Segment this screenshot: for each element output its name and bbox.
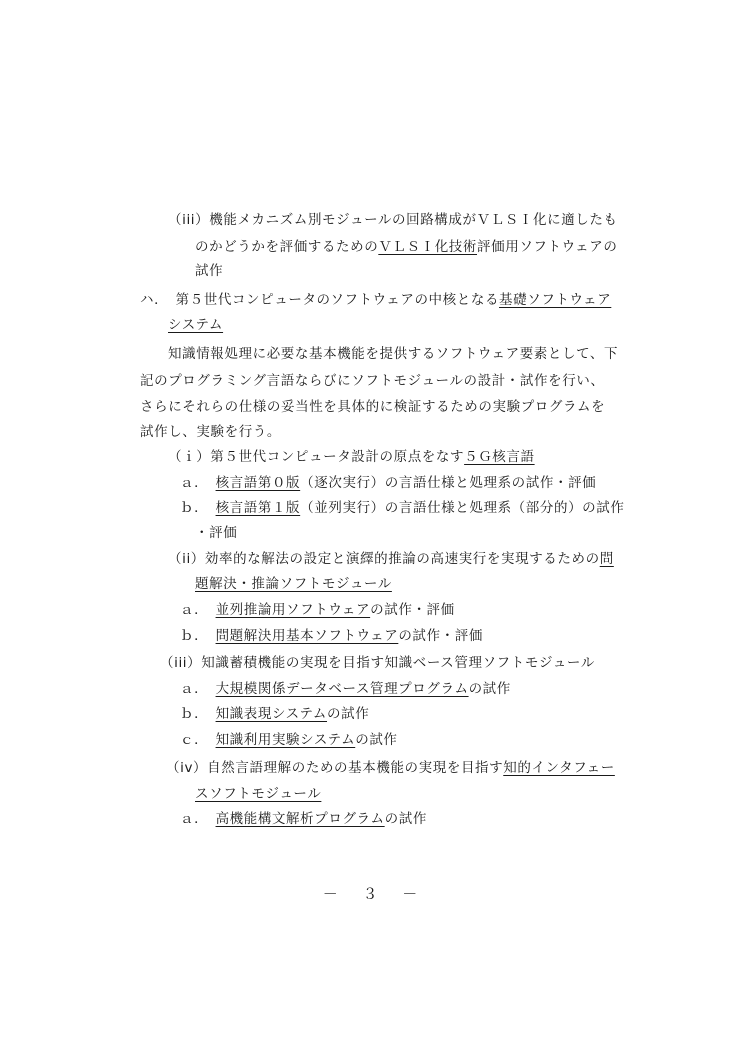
underlined-term: ＶＬＳＩ化技術: [378, 239, 478, 255]
text-line: [140, 291, 611, 309]
text-line: [195, 262, 223, 280]
text-segment: ａ．: [180, 811, 216, 827]
text-segment: （iii）知識蓄積機能の実現を目指す知識ベース管理ソフトモジュール: [160, 655, 595, 671]
text-line: [180, 627, 483, 645]
text-line: [166, 759, 615, 777]
text-segment: の試作: [384, 811, 427, 827]
text-line: [180, 705, 369, 723]
text-segment: の試作・評価: [370, 602, 455, 618]
text-segment: ハ． 第５世代コンピュータのソフトウェアの中核となる: [140, 292, 500, 308]
text-line: [180, 731, 398, 749]
text-segment: ａ．: [180, 475, 216, 491]
underlined-term: 大規模関係データベース管理プログラム: [215, 681, 469, 697]
text-line: [168, 316, 223, 334]
underlined-term: 核言語第１版: [215, 500, 301, 516]
underlined-term: 知識表現システム: [215, 706, 328, 722]
text-line: [195, 524, 237, 542]
text-line: [195, 785, 321, 803]
page-number: － ３ －: [322, 885, 428, 903]
text-segment: のかどうかを評価するための: [195, 239, 379, 255]
text-segment: ｃ．: [180, 732, 216, 748]
text-line: [180, 810, 427, 828]
underlined-term: システム: [168, 317, 224, 333]
underlined-term: 並列推論用ソフトウェア: [215, 602, 371, 618]
text-segment: の試作: [327, 706, 370, 722]
text-segment: の試作: [468, 681, 511, 697]
text-segment: 記のプログラミング言語ならびにソフトモジュールの設計・試作を行い、: [140, 373, 605, 389]
text-line: [168, 448, 535, 466]
underlined-term: ５Ｇ核言語: [464, 449, 535, 465]
text-line: [140, 423, 281, 441]
text-segment: （ｉ）第５世代コンピュータ設計の原点をなす: [168, 449, 465, 465]
text-segment: ｂ．: [180, 628, 216, 644]
text-line: [195, 238, 617, 256]
text-line: [168, 211, 618, 229]
text-line: [168, 550, 614, 568]
text-segment: 知識情報処理に必要な基本機能を提供するソフトウェア要素として、下: [168, 346, 619, 362]
text-line: [140, 398, 605, 416]
text-line: [180, 601, 455, 619]
underlined-term: 知的インタフェー: [503, 760, 615, 776]
text-line: [180, 474, 596, 492]
text-line: [160, 654, 595, 672]
text-segment: の試作・評価: [398, 628, 483, 644]
text-segment: 評価用ソフトウェアの: [477, 239, 618, 255]
text-segment: （逐次実行）の言語仕様と処理系の試作・評価: [300, 475, 597, 491]
underlined-term: 基礎ソフトウェア: [499, 292, 612, 308]
text-segment: の試作: [355, 732, 398, 748]
text-segment: ・評価: [195, 525, 238, 541]
text-line: [140, 372, 605, 390]
text-segment: （並列実行）の言語仕様と処理系（部分的）の試作: [300, 500, 625, 516]
underlined-term: 問題解決用基本ソフトウェア: [215, 628, 399, 644]
text-segment: ａ．: [180, 681, 216, 697]
text-segment: ｂ．: [180, 706, 216, 722]
underlined-term: 題解決・推論ソフトモジュール: [195, 576, 392, 592]
underlined-term: スソフトモジュール: [195, 786, 322, 802]
text-segment: （iv）自然言語理解のための基本機能の実現を目指す: [166, 760, 504, 776]
text-segment: ｂ．: [180, 500, 216, 516]
underlined-term: 核言語第０版: [215, 475, 301, 491]
text-segment: 試作し、実験を行う。: [140, 424, 281, 440]
text-segment: さらにそれらの仕様の妥当性を具体的に検証するための実験プログラムを: [140, 399, 606, 415]
text-line: [180, 499, 624, 517]
text-segment: ａ．: [180, 602, 216, 618]
underlined-term: 問: [599, 551, 614, 567]
text-segment: 試作: [195, 263, 224, 279]
text-line: [168, 345, 618, 363]
text-segment: （ii）効率的な解法の設定と演繹的推論の高速実行を実現するための: [168, 551, 600, 567]
underlined-term: 知識利用実験システム: [215, 732, 356, 748]
text-segment: （iii）機能メカニズム別モジュールの回路構成がＶＬＳＩ化に適したも: [168, 212, 618, 228]
text-line: [180, 680, 511, 698]
underlined-term: 高機能構文解析プログラム: [215, 811, 385, 827]
text-line: [195, 575, 392, 593]
